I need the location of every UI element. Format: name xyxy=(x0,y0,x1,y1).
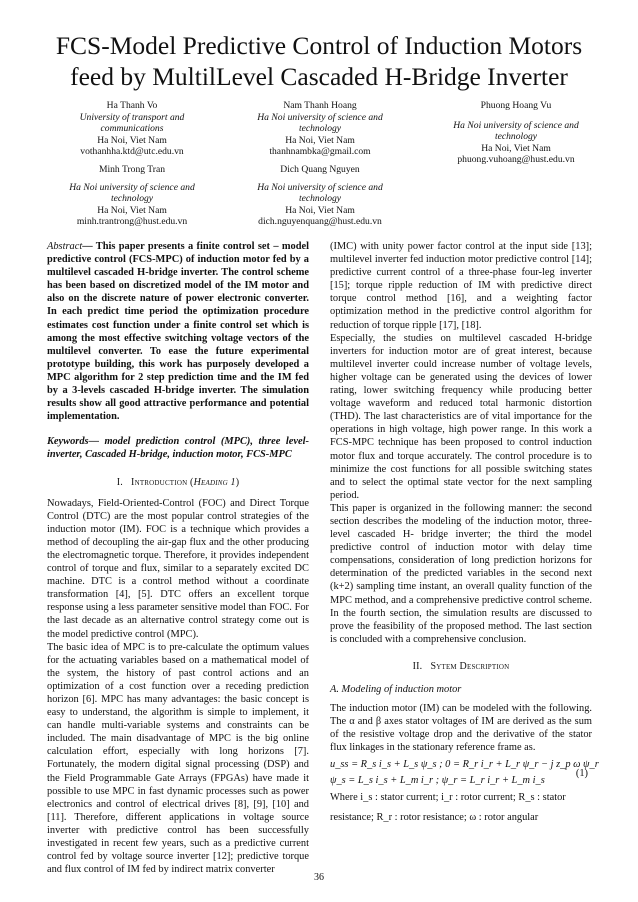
author-affiliation: technology xyxy=(298,123,342,135)
author-city: Ha Noi, Viet Nam xyxy=(481,142,551,154)
equation-number: (1) xyxy=(575,768,588,780)
section-title: Introduction xyxy=(131,476,188,488)
paragraph: resistance; R_r : rotor resistance; ω : rotor angular xyxy=(330,811,539,823)
author-city: Ha Noi, Viet Nam xyxy=(285,134,355,146)
author-email: phuong.vuhoang@hust.edu.vn xyxy=(457,154,575,166)
author-name: Ha Thanh Vo xyxy=(106,100,158,111)
author-affiliation: Ha Noi university of science and xyxy=(453,119,579,131)
section-title: Sytem Description xyxy=(430,660,510,672)
author-email: dich.nguyenquang@hust.edu.vn xyxy=(258,216,382,228)
author-email: vothanhha.ktd@utc.edu.vn xyxy=(80,146,184,158)
author-affiliation: Ha Noi university of science and xyxy=(257,111,383,123)
author-name: Minh Trong Tran xyxy=(98,164,166,175)
paragraph: Nowadays, Field-Oriented-Control (FOC) and Direct Torque Control (DTC) are the most popular control strategies of the induction motor (IM). FOC is a technique which provides a method of decoupling the air-gap flux and the other producing the electromagnetic torque. Therefore, it provides independent control of torque and flux, similar to a separately excited DC machine. DTC is a control method without a coordinate transformation [4], [5]. DTC offers an excellent torque response using a less parameter sensitive model than FOC. For the last decade as an alternative control strategy come out is the model predictive control (MPC). xyxy=(47,497,309,640)
author-affiliation: technology xyxy=(494,131,538,143)
author-affiliation: Ha Noi university of science and xyxy=(257,181,383,193)
section-number: II. xyxy=(412,660,423,672)
author-affiliation: technology xyxy=(298,193,342,205)
author-name: Nam Thanh Hoang xyxy=(283,100,357,111)
author-affiliation: technology xyxy=(110,193,154,205)
left-column xyxy=(47,240,309,876)
equation-line: ψ_s = L_s i_s + L_m i_r ; ψ_r = L_r i_r + L_m i_s xyxy=(330,775,545,787)
author-name: Phuong Hoang Vu xyxy=(480,100,552,111)
author-block xyxy=(57,100,207,158)
section-heading xyxy=(47,476,309,489)
keywords: Keywords— model prediction control (MPC), three level-inverter, Cascaded H-bridge, induction motor, FCS-MPC xyxy=(47,436,309,461)
equation-line: u_ss = R_s i_s + L_s ψ_s ; 0 = R_r i_r + L_r ψ_r − j z_p ω ψ_r xyxy=(330,759,599,771)
paragraph: Where i_s : stator current; i_r : rotor current; R_s : stator xyxy=(330,792,566,804)
paragraph: The basic idea of MPC is to pre-calculate the optimum values for the actuating variables based on a mathematical model of the system, the history of past control actions and an optimization of a cost function over a receding prediction horizon [6]. MPC has many advantages: the basic concept is easy to understand, the algorithm is simple to implement, it can handle multi-variable systems and constraints can be included. The main disadvantage of MPC is the big online calculation effort, especially with long horizons [7]. Fortunately, the modern digital signal processing (DSP) and the Field Programmable Gate Arrays (FPGAs) have made it possible to use MPC in fast dynamic processes such as power electronics and control of electrical drives [8], [9], [10] and [11]. Therefore, different applications in voltage source inverter with predictive control has been successfully investigated in recent few years, such as a predictive current control fed by voltage source inverter [12]; predictive torque and flux control of IM fed by indirect matrix converter xyxy=(47,641,309,876)
section-number: I. xyxy=(116,476,123,488)
author-city: Ha Noi, Viet Nam xyxy=(97,134,167,146)
page-number: 36 xyxy=(314,872,324,883)
paragraph: (IMC) with unity power factor control at the input side [13]; multilevel inverter fed induction motor predictive control [14]; predictive current control of a three-phase four-leg inverter [15]; torque ripple reduction of IM with predictive direct torque control method [16], and a weighting factor optimization method in the predictive control algorithm for reduction of torque ripple [17], [18]. xyxy=(330,241,592,331)
author-block xyxy=(432,100,600,166)
author-affiliation: communications xyxy=(100,123,164,135)
paragraph: The induction motor (IM) can be modeled with the following. The α and β axes stator voltages of IM are derived as the sum of the resistive voltage drop and the derivative of the stator flux linkages in the stationary reference frame as. xyxy=(330,703,592,754)
section-paren: ( xyxy=(190,476,194,488)
author-block xyxy=(57,164,207,228)
paragraph: This paper is organized in the following manner: the second section describes the modeling of the induction motor, three-level cascaded H- bridge inverter; the third the model predictive control of induction motor with delay time compensations, consideration of long prediction horizons for determination of the predicted variables in the second next (k+2) sampling time instant, an overall quality function of the MPC method, and a comprehensive predictive control scheme. In the fourth section, the simulation results are discussed to prove the feasibility of the proposed method. The last section is concluded with a comprehensive conclusion. xyxy=(330,502,592,645)
paragraph: Especially, the studies on multilevel cascaded H-bridge inverters for induction motor are of great interest, because multilevel inverter could increase number of voltage levels, higher voltage can be generated using the devices of lower rating, lower switching frequency while producing better voltage waveform and reduced total harmonic distortion (THD). The last characteristics are of vital importance for the operations in high voltage, high power range. In this work a FCS-MPC technique has been proposed to control induction motor flux and torque accurately. The control procedure is to minimize the cost functions for all possible switching states and to select the optimal state vector for the next sampling period. xyxy=(330,332,592,501)
author-block xyxy=(237,100,403,158)
equation-1 xyxy=(330,758,599,788)
abstract xyxy=(47,240,309,423)
abstract-text: This paper presents a finite control set – model predictive control (FCS-MPC) of induction motor fed by a multilevel cascaded H-bridge inverter. The control scheme has been based on discretized model of the IM motor and also on the discrete nature of power electronic converter. In each predict time period the optimization procedure estimates cost function under a finite control set which is among the most effective switching voltage vectors of the multilevel converter. To ease the future experimental prototype building, this work has purposely developed a MPC algorithm for 2 step prediction time and the IM fed by a 3-levels cascaded H-bridge inverter. The simulation results show all good attractive performance and potential implementation. xyxy=(47,241,309,423)
subsection-heading: A. Modeling of induction motor xyxy=(330,684,462,695)
author-name: Dich Quang Nguyen xyxy=(280,164,360,175)
section-paren: ) xyxy=(235,476,240,488)
abstract-label: Abstract xyxy=(47,241,83,252)
paper-title: FCS-Model Predictive Control of Induction Motors feed by MultilLevel Cascaded H-Bridge Inverter xyxy=(55,31,583,91)
author-block xyxy=(237,164,403,228)
author-affiliation: University of transport and xyxy=(79,111,185,123)
section-heading xyxy=(330,660,592,673)
author-city: Ha Noi, Viet Nam xyxy=(97,204,167,216)
right-column xyxy=(330,240,599,824)
author-email: minh.trantrong@hust.edu.vn xyxy=(76,216,188,228)
author-city: Ha Noi, Viet Nam xyxy=(285,204,355,216)
author-email: thanhnambka@gmail.com xyxy=(269,146,371,158)
section-title-italic: Heading 1 xyxy=(193,476,236,488)
abstract-dash: — xyxy=(82,241,93,252)
author-affiliation: Ha Noi university of science and xyxy=(69,181,195,193)
